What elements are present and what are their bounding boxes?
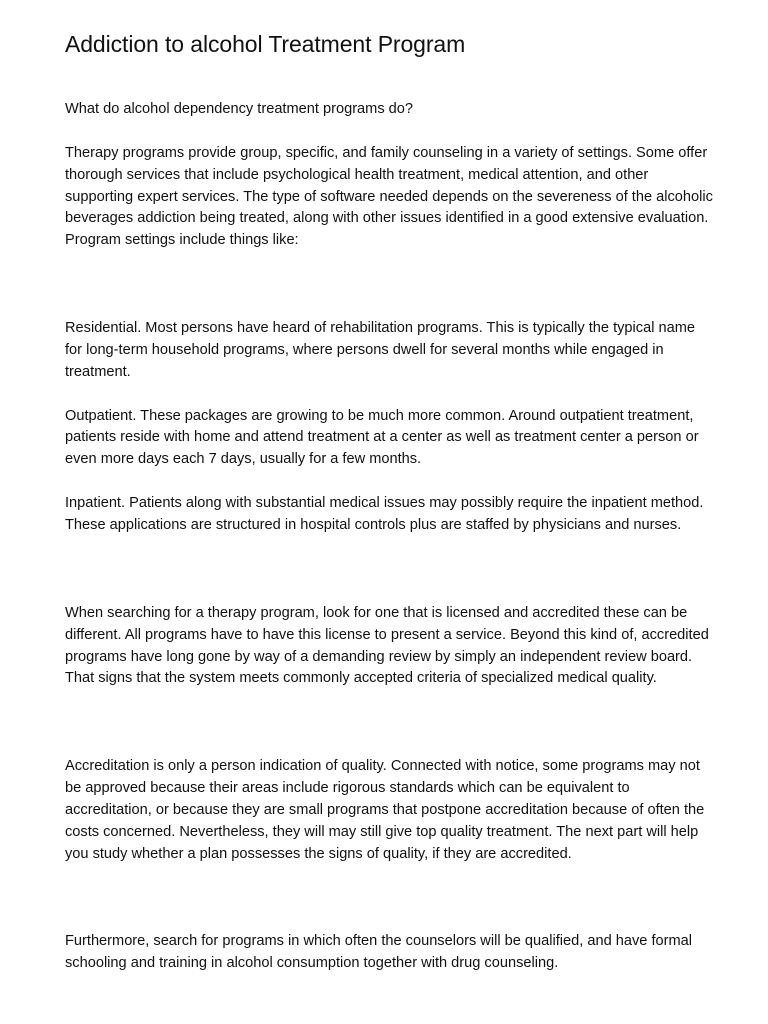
paragraph-settings — [65, 296, 715, 559]
document-page — [65, 28, 715, 1019]
paragraph-intro — [65, 77, 715, 274]
setting-residential: Residential. Most persons have heard of rehabilitation programs. This is typically the typical name for long-term household programs, where persons dwell for several months while engaged in treatment. — [65, 319, 696, 380]
setting-inpatient: Inpatient. Patients along with substantial medical issues may possibly require the inpatient method. These applications are structured in hospital controls plus are staffed by physicians and nurses. — [65, 495, 704, 534]
paragraph-counselors — [65, 909, 715, 997]
intro-question: What do alcohol dependency treatment programs do? — [65, 100, 414, 117]
accreditation-text: Accreditation is only a person indication of quality. Connected with notice, some programs may not be approved because their areas include rigorous standards which can be equivalent to accreditation, or because they are small programs that postpone accreditation because of often the costs concerned. Nevertheless, they will may still give top quality treatment. The next part will help you study whether a plan possesses the signs of quality, if they are accredited. — [65, 758, 705, 862]
licensing-text: When searching for a therapy program, look for one that is licensed and accredited these can be different. All programs have to have this license to present a service. Beyond this kind of, accredited programs have long gone by way of a demanding review by simply an independent review board. That signs that the system meets commonly accepted criteria of specialized medical quality. — [65, 604, 709, 687]
setting-outpatient: Outpatient. These packages are growing to be much more common. Around outpatient treatment, patients reside with home and attend treatment at a center as well as treatment center a person or even more days each 7 days, usually for a few months. — [65, 407, 699, 468]
document-title: Addiction to alcohol Treatment Program — [65, 31, 466, 57]
paragraph-accreditation — [65, 734, 715, 887]
counselors-text: Furthermore, search for programs in which often the counselors will be qualified, and have formal schooling and training in alcohol consumption together with drug counseling. — [65, 933, 693, 972]
paragraph-licensing — [65, 581, 715, 712]
intro-text: Therapy programs provide group, specific, and family counseling in a variety of settings. Some offer thorough services that include psychological health treatment, medical attention, and other supporting expert services. The type of software needed depends on the severeness of the alcoholic beverages addiction being treated, along with other issues identified in a good extensive evaluation. Program settings include things like: — [65, 144, 713, 249]
